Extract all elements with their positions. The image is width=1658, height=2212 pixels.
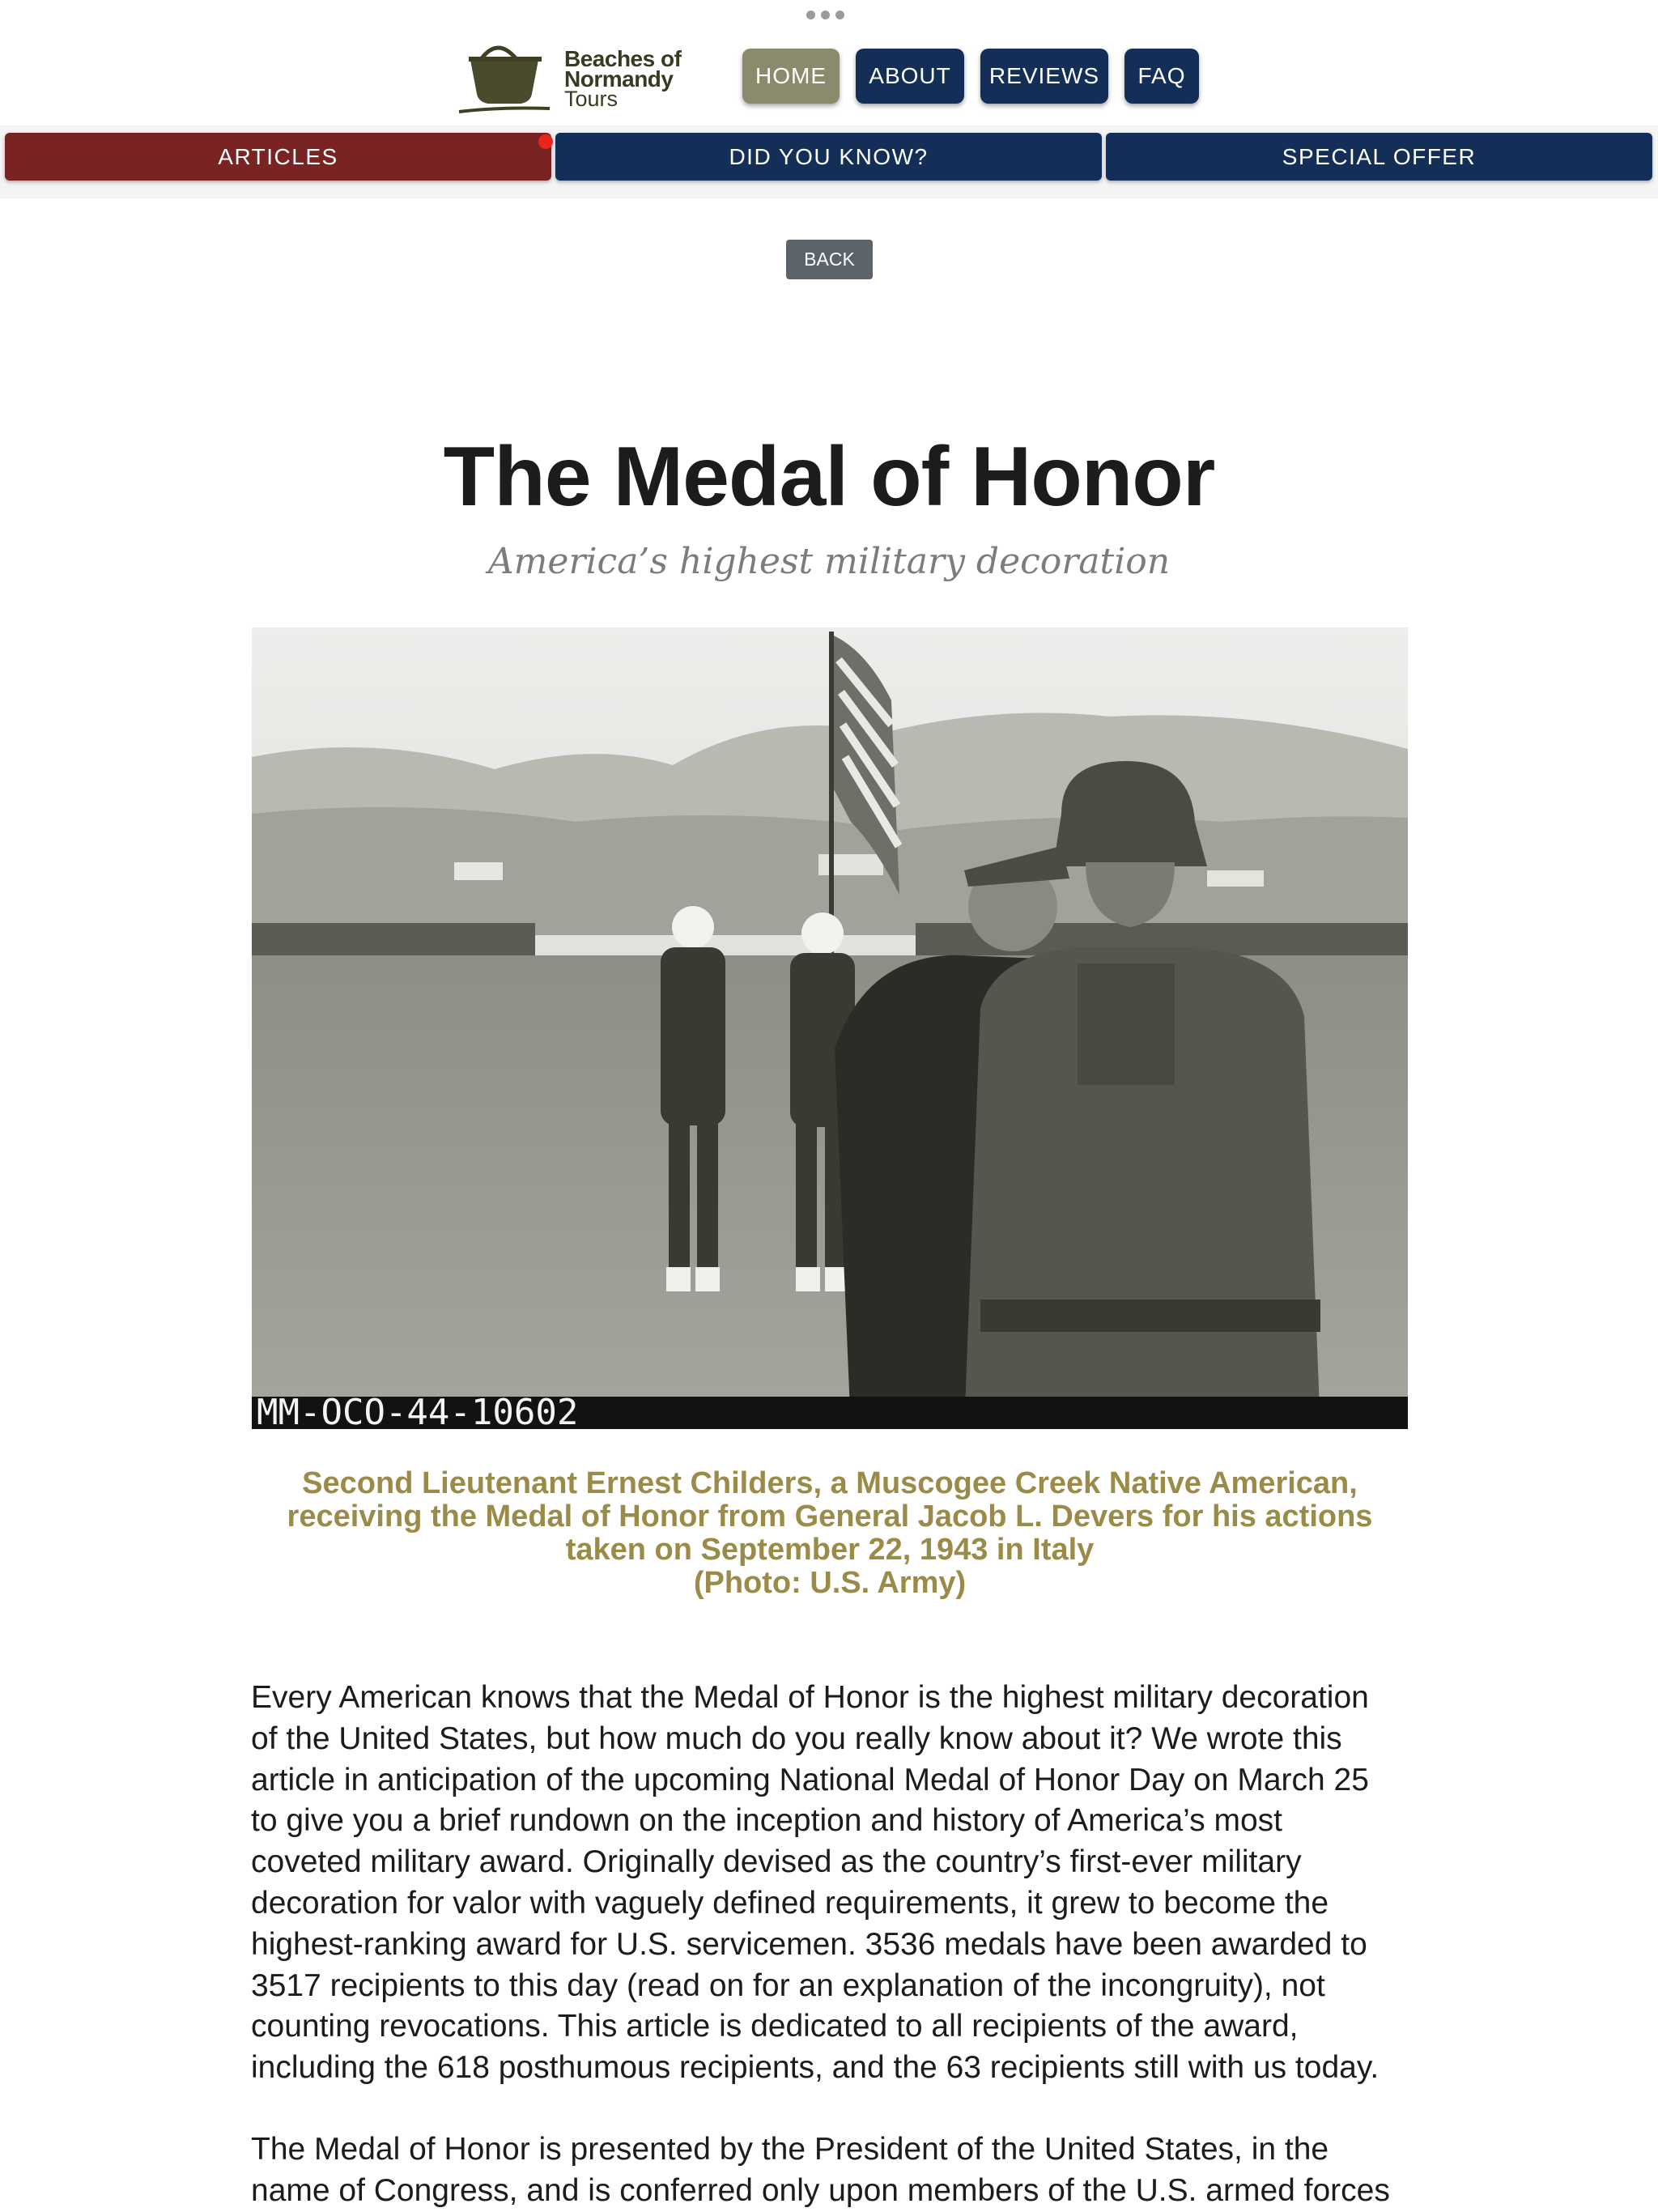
paragraph-line: name of Congress, and is conferred only upon members of the U.S. armed forces <box>251 2172 1390 2208</box>
site-header <box>0 0 1658 198</box>
article-body <box>251 1678 1417 2212</box>
article-photo <box>252 627 1408 1429</box>
caption-line: taken on September 22, 1943 in Italy <box>565 1533 1095 1567</box>
paragraph-line: decoration for valor with vaguely defined requirements, it grew to become the <box>251 1885 1329 1921</box>
subnav-articles-label: ARTICLES <box>218 143 338 169</box>
browser-more-icon[interactable] <box>806 11 844 19</box>
paragraph-line: The Medal of Honor is presented by the President of the United States, in the <box>251 2131 1329 2167</box>
paragraph-line: coveted military award. Originally devised as the country’s first-ever military <box>251 1844 1302 1880</box>
nav-home-button[interactable]: HOME <box>742 49 840 104</box>
paragraph-line: counting revocations. This article is dedicated to all recipients of the award, <box>251 2009 1299 2044</box>
medal-ceremony-photo <box>252 627 1408 1429</box>
paragraph-line: highest-ranking award for U.S. servicemen. 3536 medals have been awarded to <box>251 1926 1367 1962</box>
paragraph-line: article in anticipation of the upcoming National Medal of Honor Day on March 25 <box>251 1762 1369 1797</box>
main-nav <box>742 49 1199 104</box>
sub-nav <box>5 133 1652 181</box>
nav-faq-button[interactable]: FAQ <box>1124 49 1199 104</box>
logo-line-3: Tours <box>564 87 619 111</box>
paragraph-line: including the 618 posthumous recipients, and the 63 recipients still with us today. <box>251 2050 1380 2086</box>
paragraph-line: to give you a brief rundown on the inception and history of America’s most <box>251 1803 1282 1839</box>
article-subtitle: America’s highest military decoration <box>487 541 1171 582</box>
subnav-special-offer-button[interactable]: SPECIAL OFFER <box>1106 133 1652 181</box>
logo-line-2: Normandy <box>564 66 674 91</box>
site-logo[interactable] <box>457 37 692 115</box>
back-button[interactable]: BACK <box>786 240 873 279</box>
subnav-did-you-know-button[interactable]: DID YOU KNOW? <box>555 133 1102 181</box>
photo-caption <box>243 1467 1417 1600</box>
caption-line: (Photo: U.S. Army) <box>693 1566 967 1600</box>
logo-line-1: Beaches of <box>564 46 682 71</box>
caption-line: receiving the Medal of Honor from General Jacob L. Devers for his actions <box>287 1499 1373 1534</box>
subnav-articles-button[interactable] <box>5 133 551 181</box>
logo-text <box>564 46 682 111</box>
article-title: The Medal of Honor <box>443 430 1215 524</box>
paragraph-line: of the United States, but how much do you really know about it? We wrote this <box>251 1721 1342 1756</box>
nav-about-button[interactable]: ABOUT <box>856 49 964 104</box>
paragraph-line: Every American knows that the Medal of Honor is the highest military decoration <box>251 1680 1369 1715</box>
basket-logo-icon <box>457 37 563 115</box>
article-paragraph-1 <box>251 1678 1417 2089</box>
article-paragraph-2 <box>251 2129 1417 2212</box>
caption-line: Second Lieutenant Ernest Childers, a Muscogee Creek Native American, <box>302 1466 1358 1500</box>
paragraph-line: 3517 recipients to this day (read on for an explanation of the incongruity), not <box>251 1967 1325 2003</box>
photo-label: MM-OCO-44-10602 <box>257 1392 579 1429</box>
nav-reviews-button[interactable]: REVIEWS <box>980 49 1108 104</box>
notification-dot <box>538 134 553 149</box>
